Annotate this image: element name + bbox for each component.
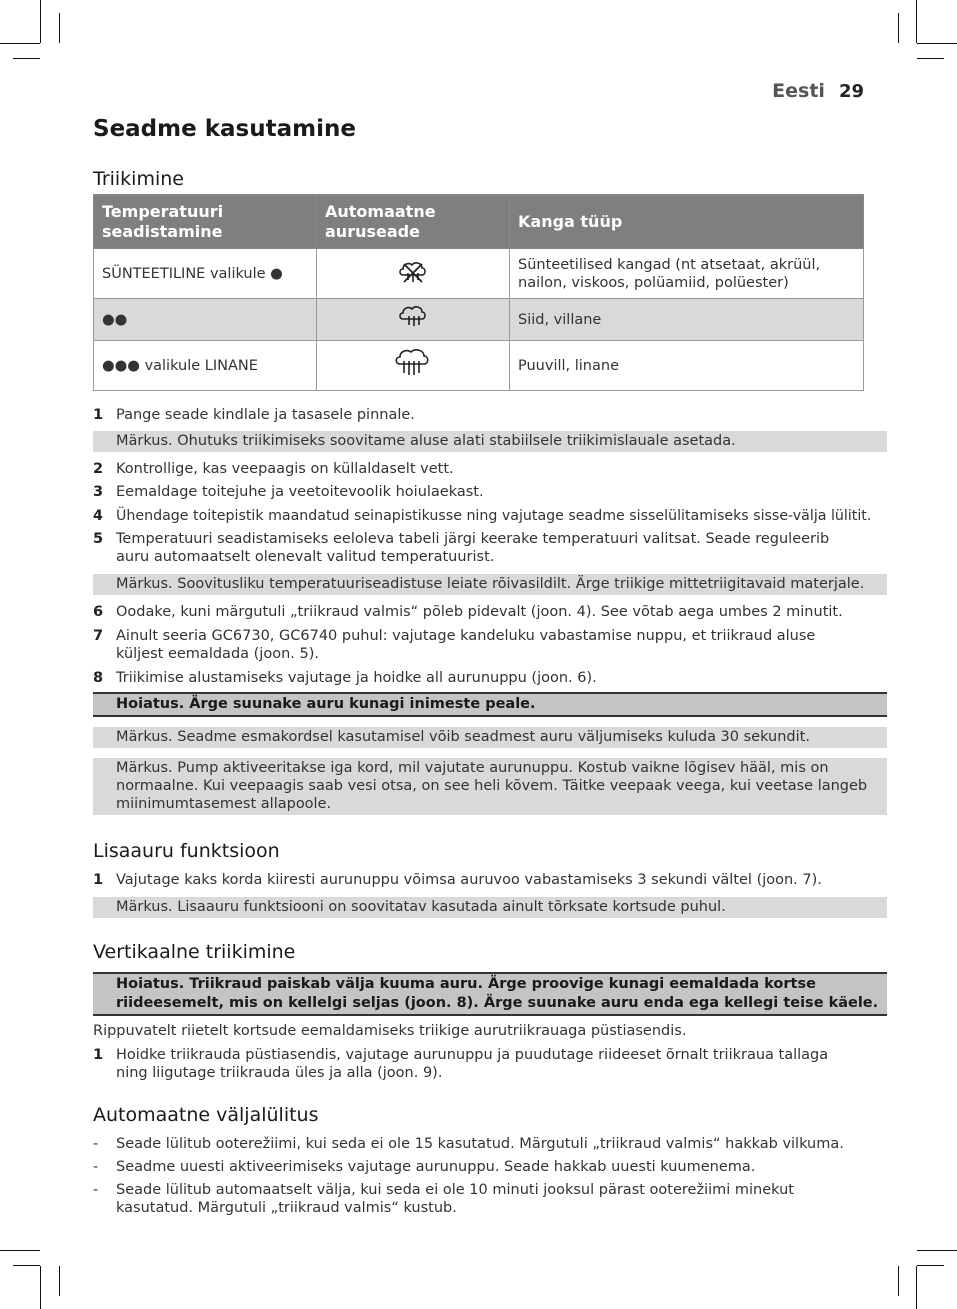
list-item bbox=[93, 460, 864, 478]
list-item bbox=[93, 507, 872, 525]
step-number: 7 bbox=[93, 628, 104, 644]
crop-mark bbox=[917, 1250, 957, 1251]
step-text: Ühendage toitepistik maandatud seinapistikusse ning vajutage seadme sisselülitamiseks sisse-välja lülitit. bbox=[116, 508, 872, 524]
note-box: Märkus. Ohutuks triikimiseks soovitame aluse alati stabiilsele triikimislauale asetada. bbox=[93, 431, 887, 452]
crop-mark bbox=[917, 1265, 944, 1266]
page-number: 29 bbox=[838, 81, 864, 102]
bullet-dash: - bbox=[93, 1136, 99, 1152]
temperature-table bbox=[93, 194, 864, 391]
list-item bbox=[93, 1046, 864, 1082]
list-item bbox=[93, 530, 864, 566]
crop-mark bbox=[898, 13, 899, 43]
crop-mark bbox=[59, 1266, 60, 1296]
crop-mark bbox=[0, 1250, 40, 1251]
crop-mark bbox=[40, 1266, 41, 1309]
section-heading-ironing: Triikimine bbox=[93, 168, 184, 190]
bullet-dash: - bbox=[93, 1159, 99, 1175]
table-header-fabric: Kanga tüüp bbox=[510, 195, 864, 249]
crop-mark bbox=[13, 58, 40, 59]
list-item bbox=[93, 627, 864, 663]
temperature-table-wrap bbox=[93, 194, 864, 391]
steam-high-icon bbox=[393, 347, 433, 379]
bullet-text: Seade lülitub ooterežiimi, kui seda ei ole 15 kasutatud. Märgutuli „triikraud valmis“ hakkab vilkuma. bbox=[116, 1136, 844, 1152]
table-row bbox=[94, 249, 864, 299]
crop-mark bbox=[13, 1265, 40, 1266]
crop-mark bbox=[40, 0, 41, 43]
crop-mark bbox=[59, 13, 60, 43]
table-cell-steam bbox=[317, 299, 510, 341]
step-number: 1 bbox=[93, 872, 104, 888]
steam-low-icon bbox=[396, 304, 430, 330]
table-cell-steam bbox=[317, 249, 510, 299]
note-box: Märkus. Seadme esmakordsel kasutamisel võib seadmest auru väljumiseks kuluda 30 sekundit. bbox=[93, 727, 887, 748]
step-number: 8 bbox=[93, 670, 104, 686]
table-row bbox=[94, 299, 864, 341]
list-item bbox=[93, 1158, 864, 1176]
table-row bbox=[94, 341, 864, 391]
table-header-row bbox=[94, 195, 864, 249]
section-heading-vertical: Vertikaalne triikimine bbox=[93, 941, 296, 963]
crop-mark bbox=[917, 43, 957, 44]
step-number: 4 bbox=[93, 508, 103, 524]
page-header bbox=[772, 80, 864, 102]
intro-text: Rippuvatelt riietelt kortsude eemaldamiseks triikige aurutriikrauaga püstiasendis. bbox=[93, 1023, 687, 1039]
step-number: 1 bbox=[93, 1047, 104, 1063]
step-text: Eemaldage toitejuhe ja veetoitevoolik hoiulaekast. bbox=[116, 484, 484, 500]
crop-mark bbox=[916, 0, 917, 43]
table-cell-temp: SÜNTEETILINE valikule ● bbox=[94, 249, 317, 299]
step-text: Temperatuuri seadistamiseks eeloleva tabeli järgi keerake temperatuuri valitsat. Seade reguleerib auru automaatselt olenevalt valitud temperatuurist. bbox=[116, 531, 830, 565]
bullet-text: Seade lülitub automaatselt välja, kui seda ei ole 10 minuti jooksul pärast ooterežiimi minekut kasutatud. Märgutuli „triikraud valmis“ kustub. bbox=[116, 1182, 794, 1216]
crop-mark bbox=[898, 1266, 899, 1296]
list-item bbox=[93, 669, 864, 687]
crop-mark bbox=[916, 1266, 917, 1309]
table-cell-steam bbox=[317, 341, 510, 391]
step-text: Kontrollige, kas veepaagis on küllaldaselt vett. bbox=[116, 461, 454, 477]
page-title: Seadme kasutamine bbox=[93, 116, 356, 142]
bullet-text: Seadme uuesti aktiveerimiseks vajutage aurunuppu. Seade hakkab uuesti kuumenema. bbox=[116, 1159, 756, 1175]
section-heading-boost: Lisaauru funktsioon bbox=[93, 840, 280, 862]
note-box: Märkus. Pump aktiveeritakse iga kord, mil vajutate aurunuppu. Kostub vaikne lõgisev hääl, mis on normaalne. Kui veepaagis saab vesi otsa, on see heli kõvem. Täitke veepaak veega, kui veetase langeb miinimumtasemest allapoole. bbox=[93, 758, 887, 815]
warning-box: Hoiatus. Triikraud paiskab välja kuuma auru. Ärge proovige kunagi eemaldada kortse riideesemelt, mis on kellelgi seljas (joon. 8). Ärge suunake auru enda ega kellegi teise käele. bbox=[93, 972, 887, 1016]
list-item bbox=[93, 483, 864, 501]
table-header-steam: Automaatne auruseade bbox=[317, 195, 510, 249]
list-item bbox=[93, 871, 864, 889]
list-item bbox=[93, 1181, 864, 1217]
language-label: Eesti bbox=[772, 80, 825, 102]
table-cell-fabric: Sünteetilised kangad (nt atsetaat, akrüül, nailon, viskoos, polüamiid, polüester) bbox=[510, 249, 864, 299]
step-number: 2 bbox=[93, 461, 104, 477]
step-text: Pange seade kindlale ja tasasele pinnale. bbox=[116, 407, 415, 423]
section-heading-autooff: Automaatne väljalülitus bbox=[93, 1104, 319, 1126]
step-number: 1 bbox=[93, 407, 104, 423]
table-cell-temp: ●●● valikule LINANE bbox=[94, 341, 317, 391]
step-text: Hoidke triikrauda püstiasendis, vajutage aurunuppu ja puudutage riideeset õrnalt triikraua tallaga ning liigutage triikrauda üles ja alla (joon. 9). bbox=[116, 1047, 829, 1081]
step-number: 3 bbox=[93, 484, 104, 500]
list-item bbox=[93, 1135, 864, 1153]
warning-box: Hoiatus. Ärge suunake auru kunagi inimeste peale. bbox=[93, 692, 887, 717]
list-item bbox=[93, 406, 864, 424]
crop-mark bbox=[0, 43, 40, 44]
step-number: 6 bbox=[93, 604, 104, 620]
note-box: Märkus. Soovitusliku temperatuuriseadistuse leiate rõivasildilt. Ärge triikige mittetriigitavaid materjale. bbox=[93, 574, 887, 595]
step-number: 5 bbox=[93, 531, 104, 547]
step-text: Oodake, kuni märgutuli „triikraud valmis“ põleb pidevalt (joon. 4). See võtab aega umbes 2 minutit. bbox=[116, 604, 843, 620]
table-cell-temp: ●● bbox=[94, 299, 317, 341]
table-cell-fabric: Puuvill, linane bbox=[510, 341, 864, 391]
crop-mark bbox=[917, 58, 944, 59]
note-box: Märkus. Lisaauru funktsiooni on soovitatav kasutada ainult tõrksate kortsude puhul. bbox=[93, 897, 887, 918]
table-cell-fabric: Siid, villane bbox=[510, 299, 864, 341]
step-text: Ainult seeria GC6730, GC6740 puhul: vajutage kandeluku vabastamise nuppu, et triikraud aluse küljest eemaldada (joon. 5). bbox=[116, 628, 816, 662]
step-text: Triikimise alustamiseks vajutage ja hoidke all aurunuppu (joon. 6). bbox=[116, 670, 597, 686]
bullet-dash: - bbox=[93, 1182, 99, 1198]
steam-off-icon bbox=[396, 257, 430, 285]
step-text: Vajutage kaks korda kiiresti aurunuppu võimsa auruvoo vabastamiseks 3 sekundi vältel (joon. 7). bbox=[116, 872, 822, 888]
table-header-temp: Temperatuuri seadistamine bbox=[94, 195, 317, 249]
list-item bbox=[93, 603, 864, 621]
